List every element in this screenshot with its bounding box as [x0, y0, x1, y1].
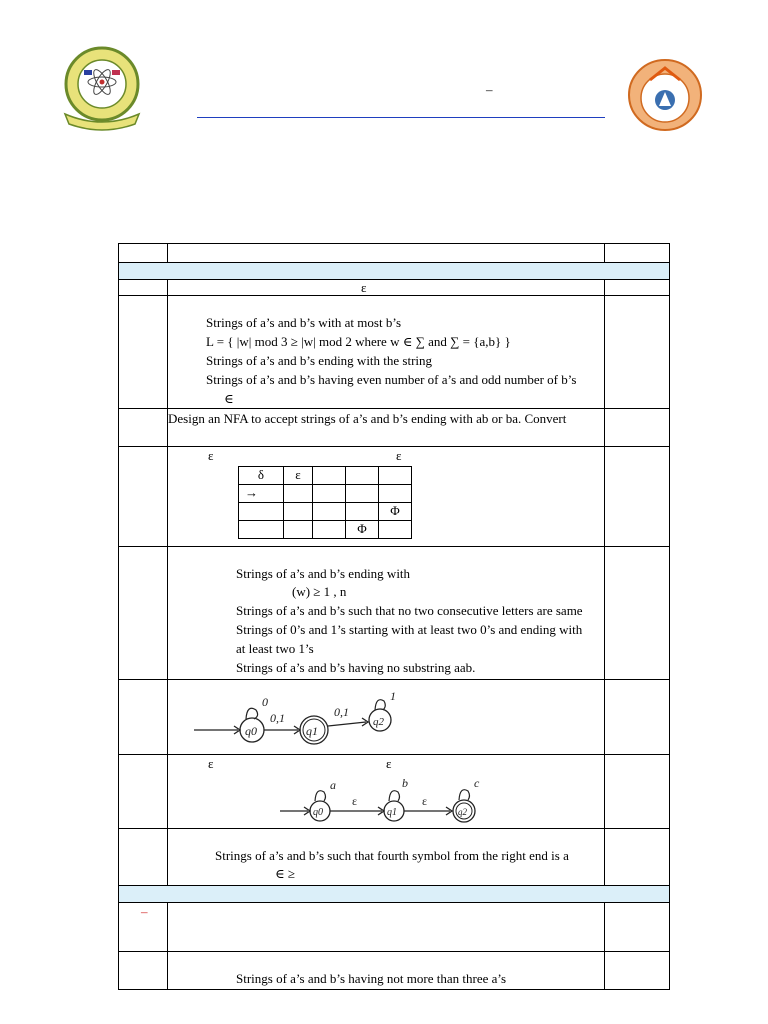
red-mark: – — [141, 904, 148, 919]
table-cell — [284, 503, 313, 521]
table-cell: ε — [284, 467, 313, 485]
state-label: q0 — [245, 724, 257, 738]
table-cell — [313, 467, 346, 485]
table-cell — [379, 485, 412, 503]
epsilon-symbol: ε — [208, 756, 214, 771]
question-table — [118, 243, 670, 990]
question-text: Design an NFA to accept strings of a’s and b’s ending with ab or ba. Convert — [168, 411, 567, 426]
table-cell: → — [239, 485, 284, 503]
table-cell: Φ — [379, 503, 412, 521]
state-label: q0 — [313, 807, 323, 818]
epsilon-symbol: ε — [208, 448, 214, 463]
header-underline — [197, 117, 605, 118]
question-line: Strings of a’s and b’s such that no two consecutive letters are same — [236, 603, 583, 618]
table-row — [119, 952, 670, 990]
question-line: at least two 1’s — [236, 641, 314, 656]
question-line: ∈ ≥ — [275, 866, 296, 881]
table-row — [239, 503, 412, 521]
epsilon-nfa-diagram — [278, 775, 498, 825]
question-line: Strings of a’s and b’s ending with — [236, 566, 411, 581]
table-row — [239, 485, 412, 503]
question-line: Strings of a’s and b’s having even number of a’s and odd number of b’s — [206, 372, 577, 387]
loop-label: a — [330, 778, 336, 792]
table-cell — [239, 521, 284, 539]
epsilon-symbol: ε — [361, 280, 367, 295]
table-row — [119, 280, 670, 296]
table-cell — [284, 485, 313, 503]
table-row — [119, 886, 670, 903]
table-cell — [313, 485, 346, 503]
epsilon-symbol: ε — [396, 448, 402, 463]
nfa-diagram — [192, 692, 422, 748]
state-label: q2 — [458, 807, 467, 817]
table-cell — [346, 467, 379, 485]
edge-label: ε — [422, 794, 428, 808]
table-row — [119, 755, 670, 829]
institute-logo-right — [626, 58, 704, 132]
edge-label: 0,1 — [334, 705, 349, 719]
table-row — [239, 467, 412, 485]
question-line: Strings of a’s and b’s ending with the string — [206, 353, 433, 368]
question-line: Strings of 0’s and 1’s starting with at least two 0’s and ending with — [236, 622, 583, 637]
table-cell — [313, 521, 346, 539]
table-cell — [346, 503, 379, 521]
state-label: q2 — [373, 716, 384, 728]
table-row — [119, 447, 670, 547]
loop-label: 1 — [390, 692, 396, 703]
table-row — [119, 829, 670, 886]
epsilon-symbol: ε — [386, 756, 392, 771]
table-cell — [239, 503, 284, 521]
table-row — [239, 521, 412, 539]
loop-label: 0 — [262, 695, 268, 709]
table-row — [119, 547, 670, 680]
question-line: Strings of a’s and b’s such that fourth symbol from the right end is a — [215, 848, 569, 863]
table-cell — [346, 485, 379, 503]
loop-label: c — [474, 776, 480, 790]
table-row — [119, 263, 670, 280]
table-cell — [379, 521, 412, 539]
edge-label: ε — [352, 794, 358, 808]
state-label: q1 — [306, 724, 318, 738]
table-row — [119, 680, 670, 755]
table-row — [119, 903, 670, 952]
question-line: ∈ — [224, 391, 234, 406]
table-cell — [284, 521, 313, 539]
institute-logo-left — [57, 44, 147, 132]
question-line: L = { |w| mod 3 ≥ |w| mod 2 where w ∈ ∑ and ∑ = {a,b} } — [206, 334, 511, 349]
table-cell: Φ — [346, 521, 379, 539]
table-cell: δ — [239, 467, 284, 485]
question-line: Strings of a’s and b’s having no substring aab. — [236, 660, 476, 675]
table-row — [119, 244, 670, 263]
transition-table — [238, 466, 412, 539]
header-dash: – — [486, 82, 493, 97]
table-row — [119, 409, 670, 447]
edge-label: 0,1 — [270, 711, 285, 725]
question-line: Strings of a’s and b’s with at most b’s — [206, 315, 401, 330]
state-label: q1 — [387, 807, 397, 818]
table-row — [119, 296, 670, 409]
table-cell — [313, 503, 346, 521]
question-line: Strings of a’s and b’s having not more than three a’s — [236, 971, 507, 986]
question-line: (w) ≥ 1 , n — [292, 584, 347, 599]
loop-label: b — [402, 776, 408, 790]
table-cell — [379, 467, 412, 485]
